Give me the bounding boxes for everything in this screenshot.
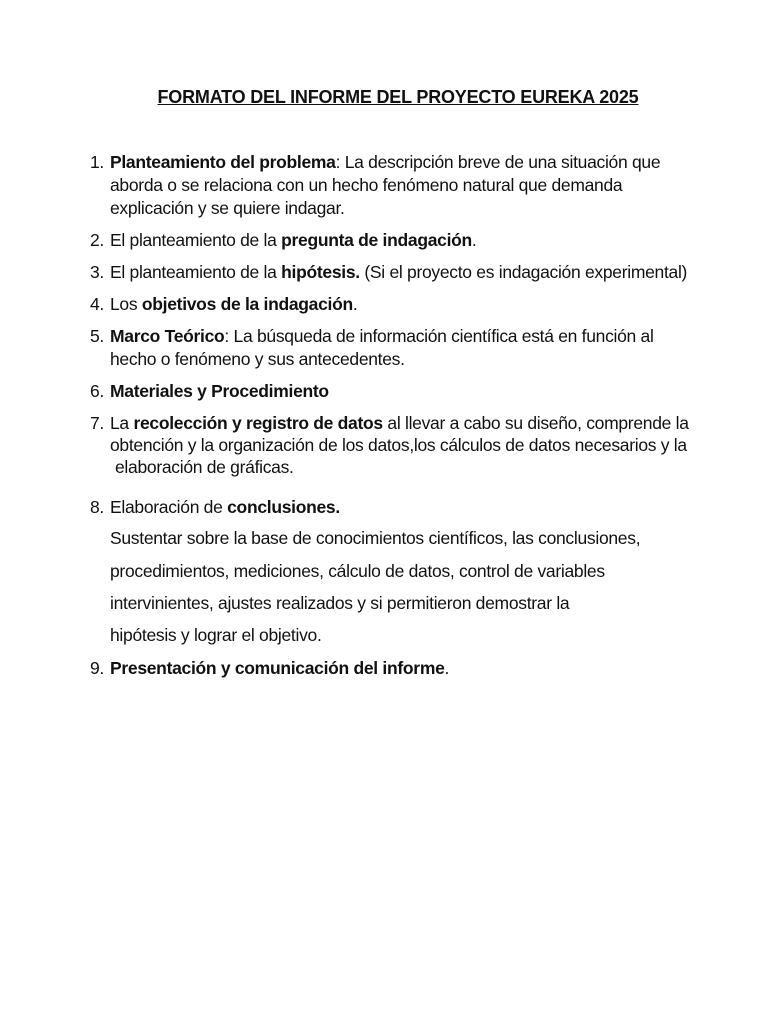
item-number: 4.: [90, 294, 104, 314]
conclusions-paragraph-line-2: procedimientos, mediciones, cálculo de datos, control de variables: [110, 561, 605, 581]
item-text-end: (Si el proyecto es indagación experimental): [359, 262, 688, 282]
item-text: : La descripción breve de una situación que: [335, 152, 661, 172]
list-item-2: [90, 229, 476, 252]
item-number: 7.: [90, 413, 104, 433]
item-bold-label: conclusiones.: [227, 497, 340, 517]
list-item-9: [90, 657, 449, 680]
item-bold-label: Planteamiento del problema: [110, 152, 336, 172]
list-item-4: [90, 293, 357, 316]
item-number: 8.: [90, 497, 104, 517]
item-bold-label: Marco Teórico: [110, 326, 225, 346]
list-item-8: [90, 496, 340, 519]
item-text-end: .: [352, 294, 358, 314]
item-text-line-2: aborda o se relaciona con un hecho fenómeno natural que demanda: [110, 175, 623, 195]
item-text: La: [110, 413, 134, 433]
conclusions-paragraph-line-3: intervinientes, ajustes realizados y si permitieron demostrar la: [110, 593, 570, 613]
item-text-line-2: obtención y la organización de los datos,los cálculos de datos necesarios y la: [110, 435, 687, 455]
item-text-end: .: [444, 658, 450, 678]
item-number: 5.: [90, 326, 104, 346]
item-number: 9.: [90, 658, 104, 678]
item-text: El planteamiento de la: [110, 262, 282, 282]
item-number: 1.: [90, 152, 104, 172]
item-bold-label: Presentación y comunicación del informe: [110, 658, 445, 678]
item-bold-label: hipótesis.: [281, 262, 360, 282]
document-title: FORMATO DEL INFORME DEL PROYECTO EUREKA 2025: [157, 87, 639, 107]
item-text-end: .: [471, 230, 477, 250]
item-bold-label: Materiales y Procedimiento: [110, 381, 329, 401]
conclusions-paragraph-line-4: hipótesis y lograr el objetivo.: [110, 625, 322, 645]
item-text: El planteamiento de la: [110, 230, 282, 250]
item-bold-label: recolección y registro de datos: [133, 413, 383, 433]
item-number: 2.: [90, 230, 104, 250]
item-number: 3.: [90, 262, 104, 282]
item-text: Elaboración de: [110, 497, 228, 517]
item-text-line-3: elaboración de gráficas.: [115, 457, 294, 477]
item-bold-label: pregunta de indagación: [281, 230, 472, 250]
item-number: 6.: [90, 381, 104, 401]
list-item-1: [90, 151, 660, 220]
list-item-6: [90, 380, 329, 403]
item-text-end: al llevar a cabo su diseño, comprende la: [382, 413, 689, 433]
list-item-3: [90, 261, 687, 284]
list-item-7: [90, 412, 689, 478]
list-item-5: [90, 325, 654, 371]
item-text-line-2: hecho o fenómeno y sus antecedentes.: [110, 349, 405, 369]
item-text: : La búsqueda de información científica está en función al: [224, 326, 654, 346]
item-text-line-3: explicación y se quiere indagar.: [110, 198, 345, 218]
item-bold-label: objetivos de la indagación: [141, 294, 353, 314]
item-text: Los: [110, 294, 142, 314]
conclusions-paragraph-line-1: Sustentar sobre la base de conocimientos científicos, las conclusiones,: [110, 528, 641, 548]
